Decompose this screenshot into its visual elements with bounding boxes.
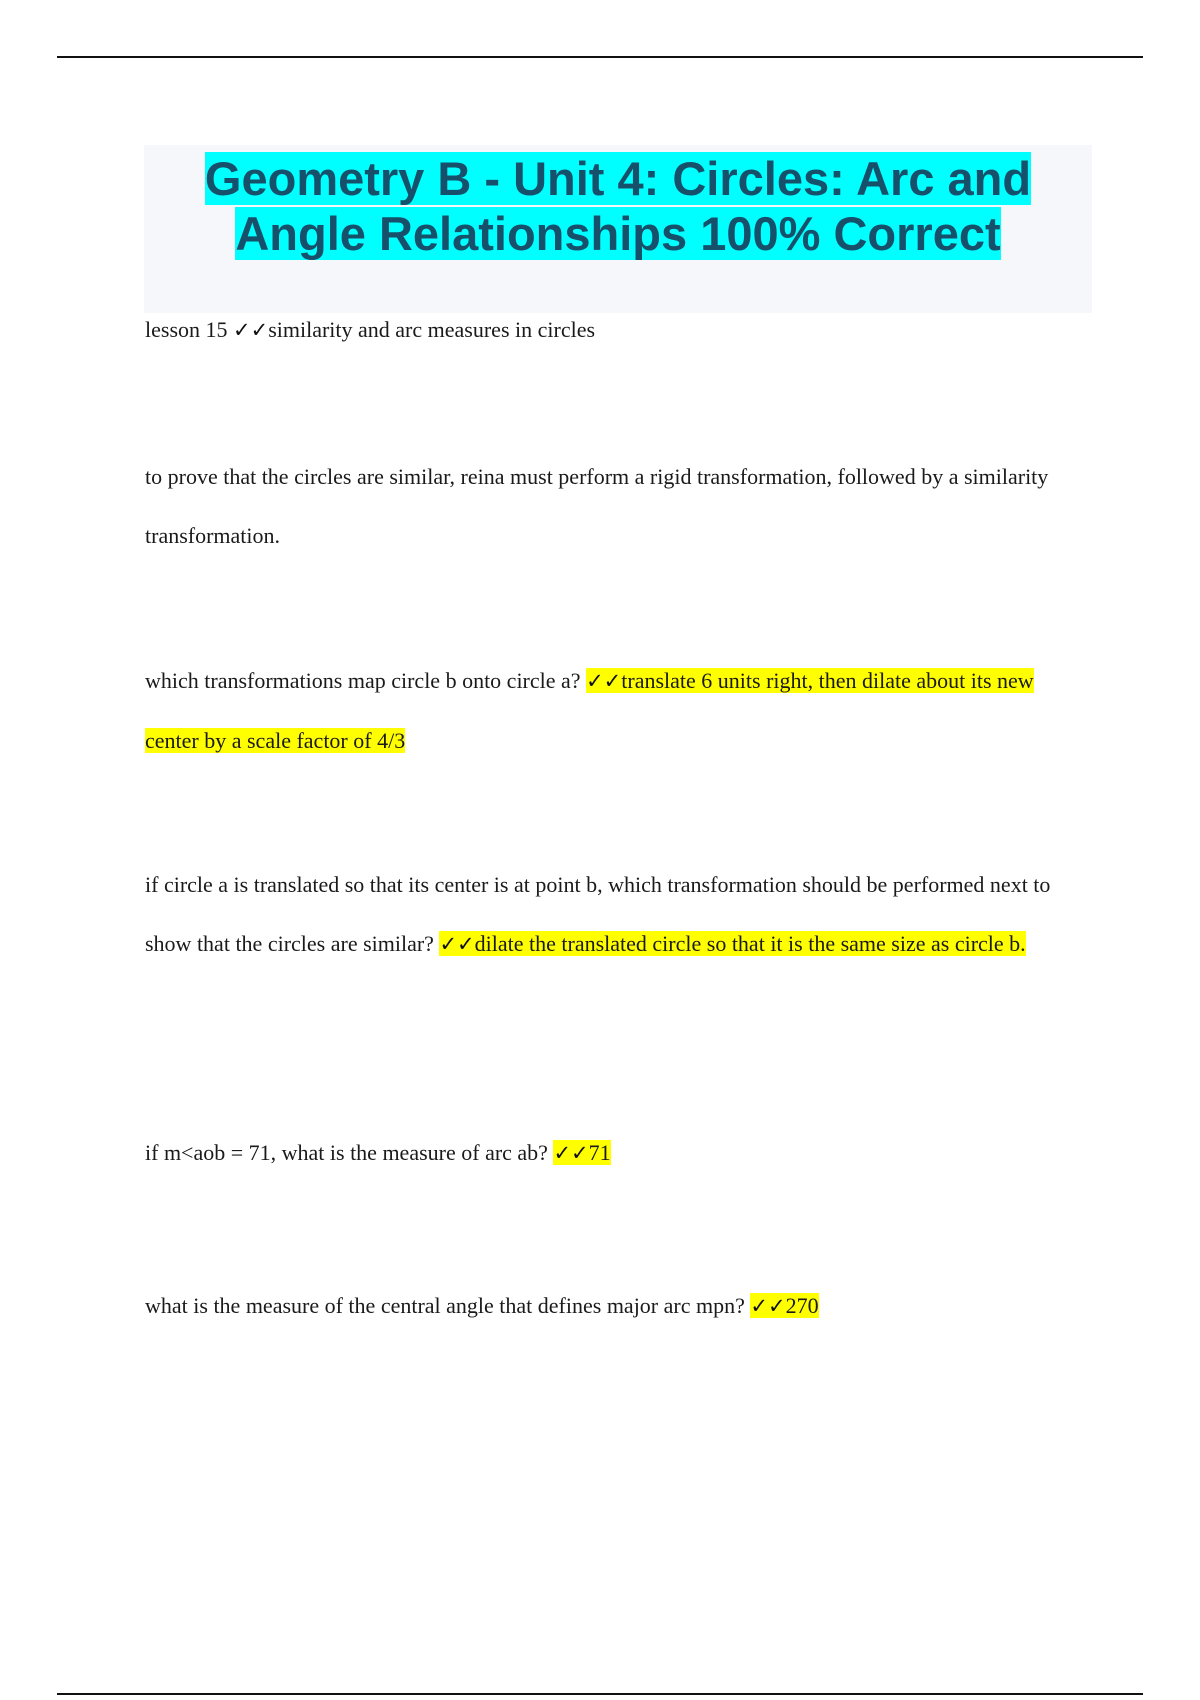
question-text: if circle a is translated so that its center is at point b, which transformation should be performed next to show that the circles are similar? — [145, 872, 1051, 956]
qa-item-2 — [145, 447, 1085, 565]
qa-item-6 — [145, 1276, 1085, 1336]
check-mark-icon: ✓✓ — [586, 669, 622, 693]
answer-text: dilate the translated circle so that it is the same size as circle b. — [474, 931, 1026, 956]
check-mark-icon: ✓✓ — [439, 932, 475, 956]
title-banner — [144, 145, 1092, 313]
check-mark-icon: ✓✓ — [553, 1141, 589, 1165]
question-text: lesson 15 — [145, 317, 233, 342]
question-text: if m<aob = 71, what is the measure of arc ab? — [145, 1140, 554, 1165]
qa-item-1 — [145, 300, 1085, 360]
bottom-rule — [57, 1693, 1143, 1695]
top-rule — [57, 56, 1143, 58]
question-text: which transformations map circle b onto circle a? — [145, 668, 587, 693]
qa-item-5 — [145, 1123, 1085, 1183]
check-mark-icon: ✓✓ — [750, 1294, 786, 1318]
answer-text: 270 — [785, 1293, 819, 1318]
answer-text: translate 6 units right, then dilate about its new center by a scale factor of 4/3 — [145, 668, 1034, 753]
check-mark-icon: ✓✓ — [233, 318, 269, 342]
title-line-1: Geometry B - Unit 4: Circles: Arc and — [204, 152, 1032, 205]
qa-item-4 — [145, 855, 1085, 974]
title-line-2: Angle Relationships 100% Correct — [235, 207, 1001, 260]
question-text: to prove that the circles are similar, reina must perform a rigid transformation, followed by a similarity transformation. — [145, 464, 1049, 548]
answer-text: 71 — [588, 1140, 611, 1165]
answer-text: similarity and arc measures in circles — [268, 317, 596, 342]
question-text: what is the measure of the central angle that defines major arc mpn? — [145, 1293, 751, 1318]
page-title — [144, 145, 1092, 261]
qa-item-3 — [145, 651, 1085, 770]
